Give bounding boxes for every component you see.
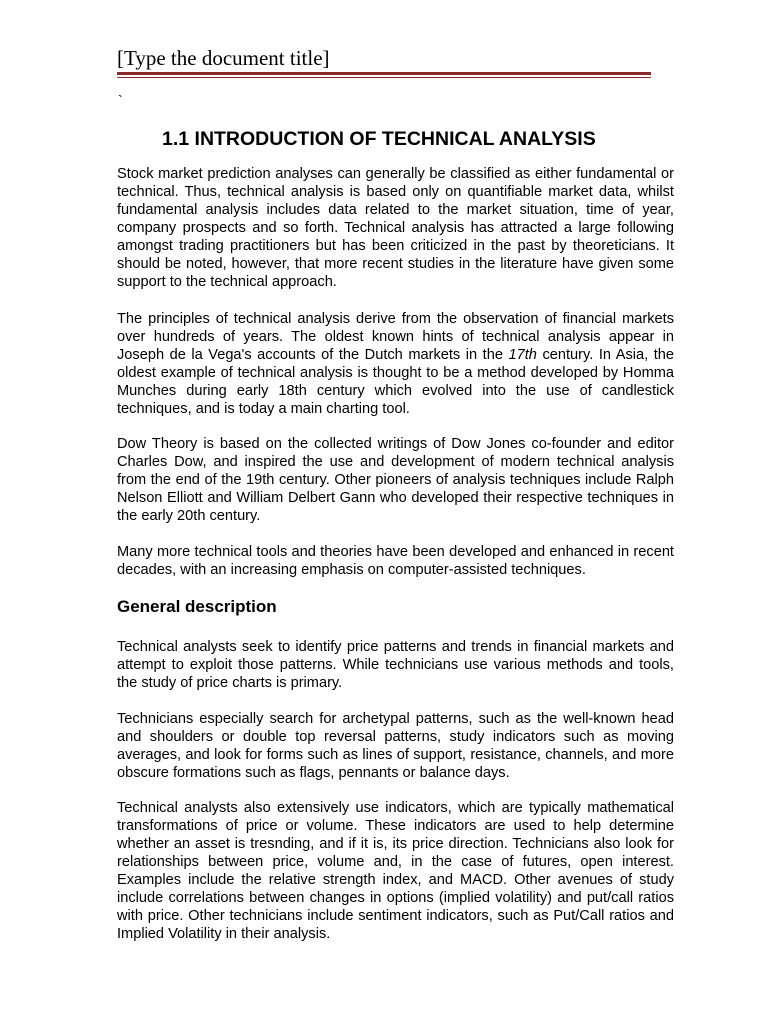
header-rule — [117, 72, 651, 75]
document-title[interactable]: [Type the document title] — [117, 46, 330, 70]
paragraph-tools: Many more technical tools and theories have been developed and enhanced in recent decades, with an increasing emphasis on computer-assisted techniques. — [117, 544, 674, 578]
header-rule-thin — [117, 77, 651, 78]
paragraph-principles-italic: 17th — [508, 347, 537, 363]
paragraph-principles-text-b: century. In Asia, the oldest example of technical analysis is thought to be a method developed by Homma Munches during early 18th century which evolved into the use of candlestick techniques, and is today a main charting tool. — [117, 347, 674, 417]
general-description-heading: General description — [117, 597, 277, 616]
paragraph-dow-theory: Dow Theory is based on the collected writings of Dow Jones co-founder and editor Charles Dow, and inspired the use and development of modern technical analysis from the end of the 19th century. Other pioneers of analysis techniques include Ralph Nelson Elliott and William Delbert Gann who developed their respective techniques in the early 20th century. — [117, 436, 674, 524]
stray-mark: ` — [118, 92, 123, 108]
paragraph-analysts: Technical analysts seek to identify price patterns and trends in financial markets and attempt to exploit those patterns. While technicians use various methods and tools, the study of price charts is primary. — [117, 639, 674, 691]
paragraph-principles-text-a: The principles of technical analysis derive from the observation of financial markets over hundreds of years. The oldest known hints of technical analysis appear in Joseph de la Vega's accounts of the Dutch markets in the — [117, 311, 674, 363]
paragraph-technicians: Technicians especially search for archetypal patterns, such as the well-known head and shoulders or double top reversal patterns, study indicators such as moving averages, and look for forms such as lines of support, resistance, channels, and more obscure formations such as flags, pennants or balance days. — [117, 711, 674, 781]
paragraph-indicators: Technical analysts also extensively use indicators, which are typically mathematical transformations of price or volume. These indicators are used to help determine whether an asset is tresnding, and if it is, its price direction. Technicians also look for relationships between price, volume and, in the case of futures, open interest. Examples include the relative strength index, and MACD. Other avenues of study include correlations between changes in options (implied volatility) and put/call ratios with price. Other technicians include sentiment indicators, such as Put/Call ratios and Implied Volatility in their analysis. — [117, 800, 674, 942]
paragraph-intro: Stock market prediction analyses can generally be classified as either fundamental or technical. Thus, technical analysis is based only on quantifiable market data, whilst fundamental analysis includes data related to the market situation, time of year, company prospects and so forth. Technical analysis has attracted a large following amongst trading practitioners but has been criticized in the past by theoreticians. It should be noted, however, that more recent studies in the literature have given some support to the technical approach. — [117, 166, 674, 290]
section-heading: 1.1 INTRODUCTION OF TECHNICAL ANALYSIS — [162, 128, 596, 150]
paragraph-principles — [117, 310, 674, 418]
